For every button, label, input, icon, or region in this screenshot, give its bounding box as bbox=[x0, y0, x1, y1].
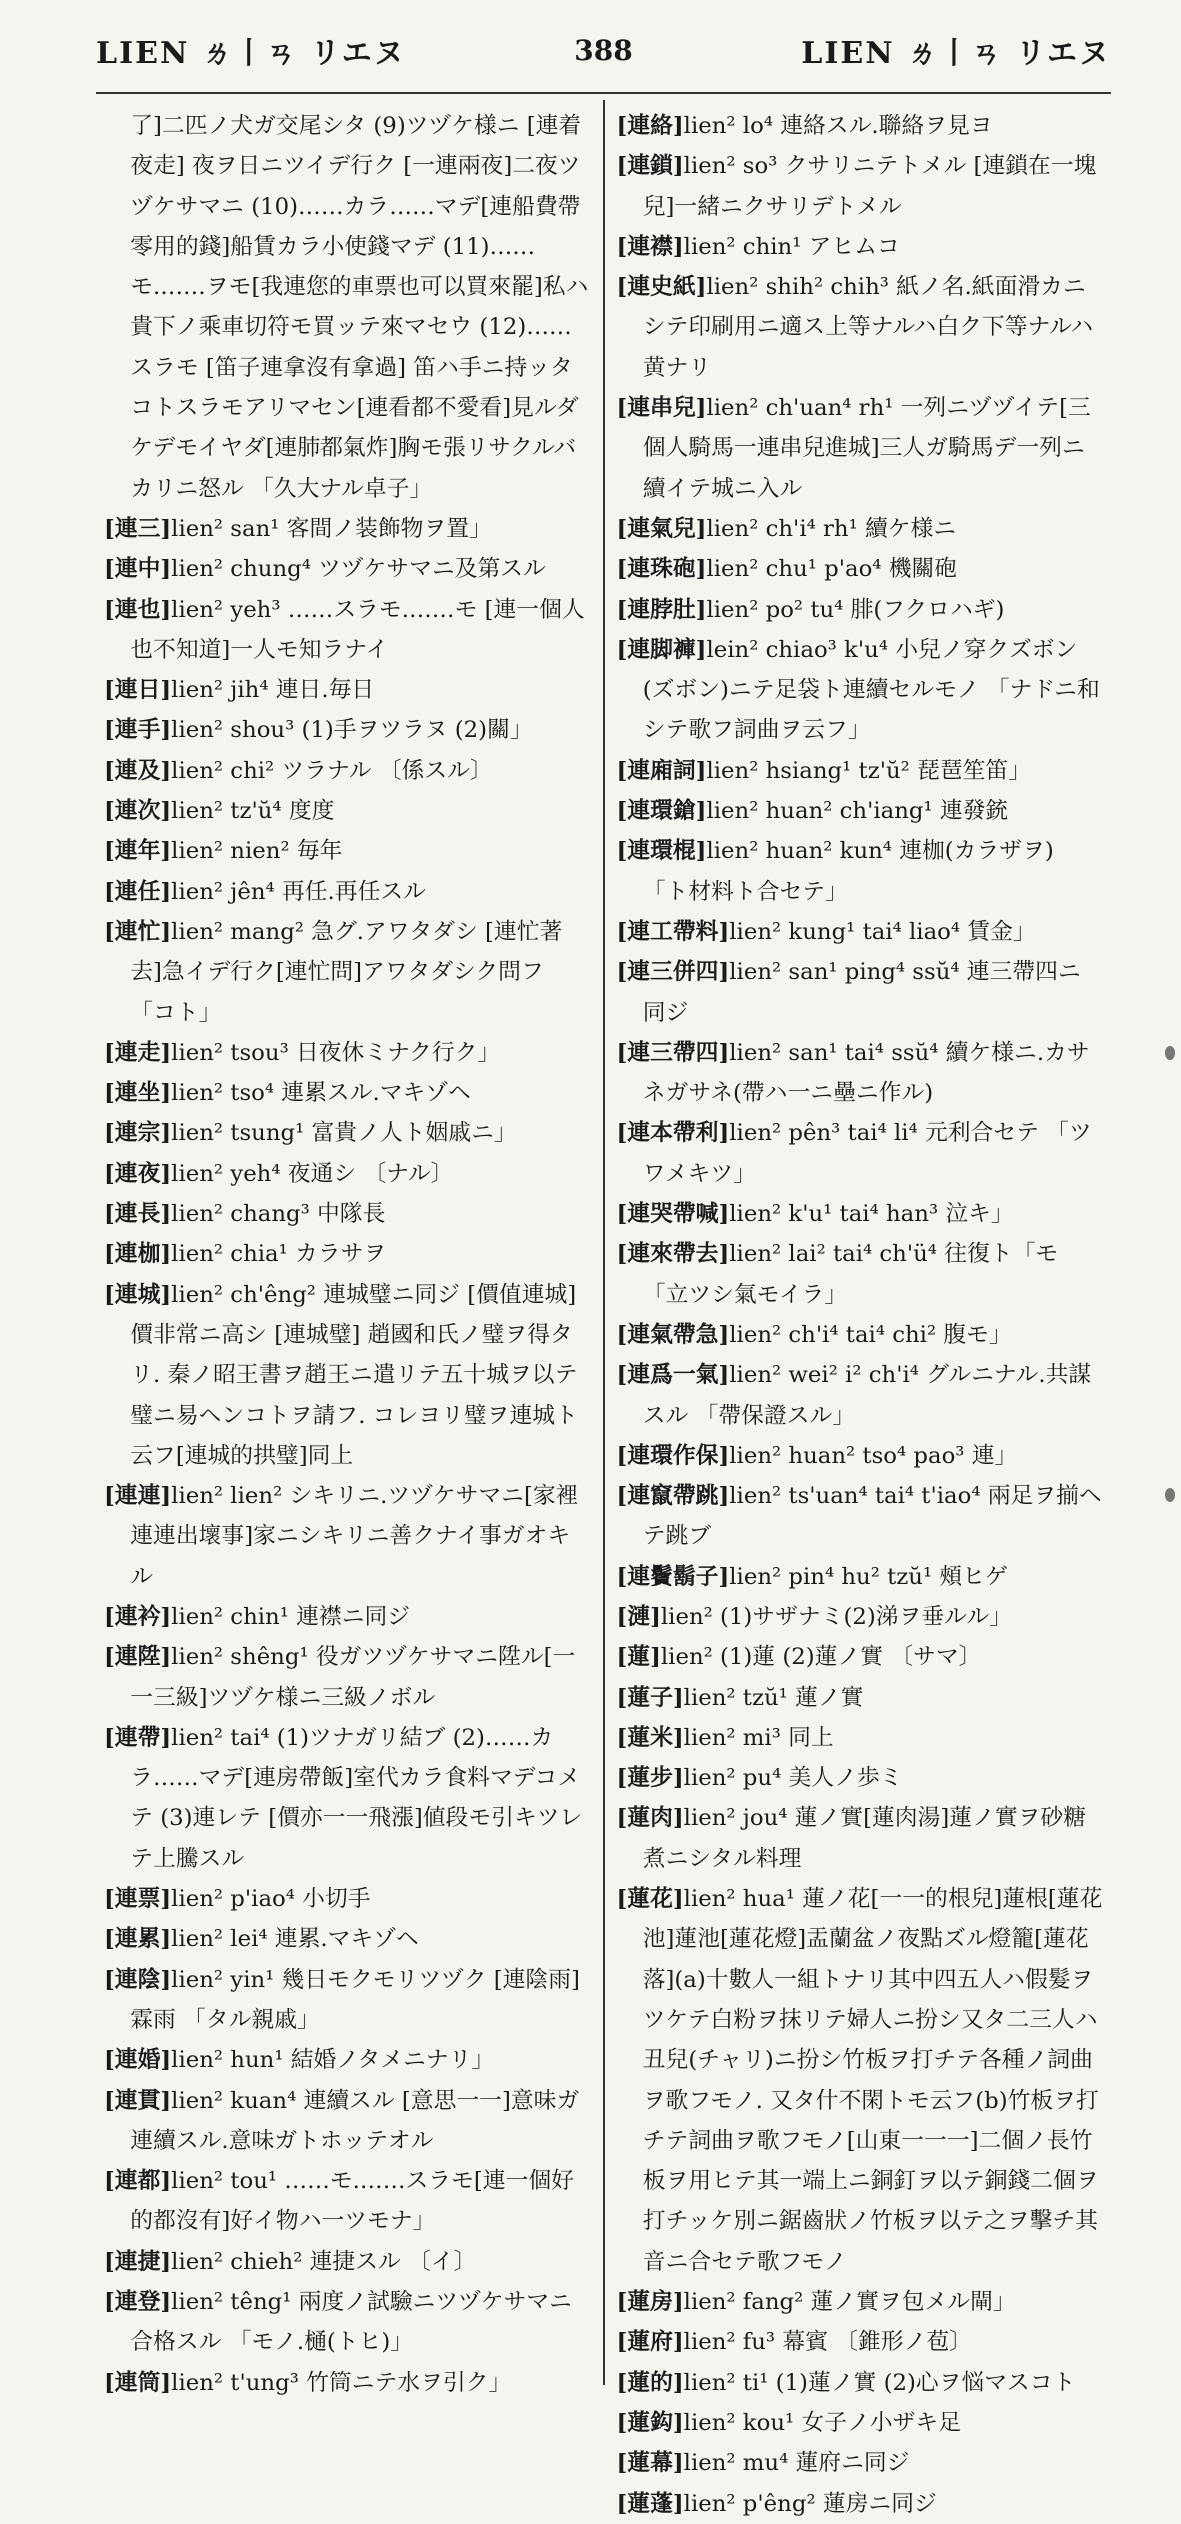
entry-definition: lien² so³ クサリニテトメル [連鎖在一塊兒]一緒ニクサリデトメル bbox=[642, 153, 1097, 220]
entry-headword: [蓮府] bbox=[616, 2329, 684, 2356]
entry-definition: lien² chieh² 連捷スル 〔イ〕 bbox=[171, 2248, 477, 2275]
entry-headword: [連都] bbox=[104, 2168, 172, 2195]
entry-headword: [連環鎗] bbox=[616, 798, 707, 825]
dictionary-entry bbox=[617, 1678, 1104, 1718]
dictionary-entry bbox=[104, 1597, 591, 1637]
dictionary-entry bbox=[617, 2282, 1104, 2322]
entry-definition: lien² lien² シキリニ.ツヅケサマニ[家裡連連出壞事]家ニシキリニ善クナイ事ガオキル bbox=[130, 1483, 579, 1590]
dictionary-entry bbox=[104, 1033, 591, 1073]
dictionary-entry bbox=[104, 872, 591, 912]
margin-speck bbox=[1165, 1046, 1175, 1060]
entry-headword: [連貫] bbox=[104, 2087, 172, 2114]
entry-headword: [蓮米] bbox=[616, 1724, 684, 1751]
entry-headword: [連哭帶喊] bbox=[616, 1201, 730, 1228]
entry-headword: [連走] bbox=[104, 1039, 172, 1066]
dictionary-entry bbox=[104, 2161, 591, 2242]
entry-definition: lien² mi³ 同上 bbox=[683, 1724, 834, 1751]
dictionary-entry bbox=[104, 670, 591, 710]
dictionary-entry bbox=[617, 227, 1104, 267]
entry-headword: [連竄帶跳] bbox=[616, 1483, 730, 1510]
dictionary-entry bbox=[104, 1718, 591, 1879]
dictionary-entry bbox=[617, 630, 1104, 751]
entry-headword: [連枷] bbox=[104, 1241, 172, 1268]
dictionary-entry bbox=[104, 1476, 591, 1597]
page-header bbox=[96, 18, 1111, 82]
entry-headword: [連坐] bbox=[104, 1080, 172, 1107]
dictionary-entry bbox=[104, 1919, 591, 1959]
entry-headword: [連鎖] bbox=[616, 153, 684, 180]
dictionary-entry bbox=[617, 1315, 1104, 1355]
dictionary-entry bbox=[617, 1798, 1104, 1879]
dictionary-body bbox=[96, 100, 1111, 2517]
entry-headword: [連日] bbox=[104, 677, 172, 704]
entry-headword: [連及] bbox=[104, 757, 172, 784]
entry-headword: [連登] bbox=[104, 2289, 172, 2316]
entry-headword: [連串兒] bbox=[616, 395, 707, 422]
entry-headword: [連夜] bbox=[104, 1160, 172, 1187]
entry-headword: [連史紙] bbox=[616, 274, 707, 301]
entry-definition: lien² san¹ tai⁴ ssŭ⁴ 續ケ様ニ.カサネガサネ(帶ハ一ニ壘ニ作ル) bbox=[642, 1039, 1090, 1107]
dictionary-entry bbox=[617, 1033, 1104, 1114]
dictionary-entry bbox=[617, 2443, 1104, 2483]
entry-definition: 了]二匹ノ犬ガ交尾シタ (9)ツヅケ様ニ [連着夜走] 夜ヲ日ニツイデ行ク [一連兩夜]二夜ツヅケサマニ (10)……カラ……マデ[連船費帶零用的錢]船賃カラ小使錢マデ (11)……モ.……ヲモ[我連您的車票也可以買來罷]私ハ貴下ノ乘車切符モ買ッテ來マセウ (12)……スラモ [笛子連拿沒有拿過] 笛ハ手ニ持ッタコトスラモアリマセン[連看都不愛看]見ルダケデモイヤダ[連肺都氣炸]胸モ張リサクルバカリニ怒ル 「久大ナル卓子」 bbox=[130, 113, 589, 502]
entry-headword: [連婚] bbox=[104, 2047, 172, 2074]
dictionary-entry bbox=[104, 2081, 591, 2162]
entry-headword: [連爲一氣] bbox=[616, 1362, 730, 1389]
entry-definition: lien² lei⁴ 連累.マキゾヘ bbox=[171, 1926, 419, 1953]
dictionary-entry bbox=[617, 267, 1104, 388]
entry-definition: lien² san¹ ping⁴ ssŭ⁴ 連三帶四ニ同ジ bbox=[642, 959, 1081, 1026]
entry-definition: lien² shêng¹ 役ガツヅケサマニ陞ル[一一三級]ツヅケ様ニ三級ノボル bbox=[130, 1644, 576, 1711]
entry-headword: [連陞] bbox=[104, 1644, 172, 1671]
page-number: 388 bbox=[574, 33, 633, 67]
entry-headword: [連累] bbox=[104, 1926, 172, 1953]
dictionary-entry bbox=[617, 751, 1104, 791]
entry-headword: [連次] bbox=[104, 798, 172, 825]
entry-headword: [蓮步] bbox=[616, 1765, 684, 1792]
entry-definition: lien² jih⁴ 連日.毎日 bbox=[171, 677, 375, 704]
dictionary-entry bbox=[617, 1758, 1104, 1798]
entry-definition: lien² hua¹ 蓮ノ花[一一的根兒]蓮根[蓮花池]蓮池[蓮花燈]盂蘭盆ノ夜點ズル燈籠[蓮花落](a)十數人一組トナリ其中四五人ハ假髮ヲツケテ白粉ヲ抹リテ婦人ニ扮シ又タ二三人ハ丑兒(チャリ)ニ扮シ竹板ヲ打チテ各種ノ詞曲ヲ歌フモノ. 又タ什不閑トモ云フ(b)竹板ヲ打チテ詞曲ヲ歌フモノ[山東一一一]二個ノ長竹板ヲ用ヒテ其一端上ニ銅釘ヲ以テ銅錢二個ヲ打チッケ別ニ鋸齒狀ノ竹板ヲ以テ之ヲ擊チ其音ニ合セテ歌フモノ bbox=[642, 1886, 1103, 2275]
dictionary-entry bbox=[104, 1194, 591, 1234]
dictionary-entry bbox=[104, 710, 591, 750]
entry-headword: [連脖肚] bbox=[616, 596, 707, 623]
entry-definition: lien² fang² 蓮ノ實ヲ包メル閘」 bbox=[683, 2289, 1016, 2316]
dictionary-entry bbox=[617, 2363, 1104, 2403]
entry-headword: [連陰] bbox=[104, 1966, 172, 1993]
entry-definition: lien² yeh⁴ 夜通シ 〔ナル〕 bbox=[171, 1160, 454, 1187]
dictionary-entry bbox=[104, 1879, 591, 1919]
entry-headword: [連筒] bbox=[104, 2369, 172, 2396]
dictionary-entry bbox=[104, 1234, 591, 1274]
entry-headword: [蓮房] bbox=[616, 2289, 684, 2316]
entry-headword: [連三] bbox=[104, 515, 172, 542]
entry-headword: [連也] bbox=[104, 596, 172, 623]
entry-definition: lien² lo⁴ 連絡スル.聯絡ヲ見ヨ bbox=[683, 113, 993, 139]
dictionary-entry bbox=[617, 831, 1104, 912]
dictionary-entry bbox=[617, 1436, 1104, 1476]
dictionary-entry bbox=[617, 2322, 1104, 2362]
entry-headword: [連宗] bbox=[104, 1120, 172, 1147]
entry-headword: [連中] bbox=[104, 556, 172, 583]
dictionary-entry bbox=[617, 1718, 1104, 1758]
dictionary-entry bbox=[104, 2242, 591, 2282]
entry-headword: [連三帶四] bbox=[616, 1039, 730, 1066]
entry-headword: [連環作保] bbox=[616, 1442, 730, 1469]
dictionary-entry bbox=[104, 509, 591, 549]
entry-definition: lein² chiao³ k'u⁴ 小兒ノ穿クズボン(ズボン)ニテ足袋ト連續セルモノ 「ナドニ和シテ歌フ詞曲ヲ云フ」 bbox=[642, 636, 1100, 744]
entry-definition: lien² hun¹ 結婚ノタメニナリ」 bbox=[171, 2047, 495, 2074]
entry-headword: [連城] bbox=[104, 1281, 172, 1308]
dictionary-entry bbox=[617, 146, 1104, 227]
entry-definition: lien² chang³ 中隊長 bbox=[171, 1201, 386, 1228]
dictionary-entry bbox=[104, 1113, 591, 1153]
entry-headword: [連年] bbox=[104, 838, 172, 865]
entry-headword: [連脚褲] bbox=[616, 636, 707, 663]
entry-definition: lien² ti¹ (1)蓮ノ實 (2)心ヲ悩マスコト bbox=[683, 2369, 1076, 2396]
entry-definition: lien² ch'uan⁴ rh¹ 一列ニヅヅイテ[三個人騎馬一連串兒進城]三人ガ騎馬デ一列ニ續イテ城ニ入ル bbox=[642, 395, 1091, 502]
entry-headword: [連環棍] bbox=[616, 838, 707, 865]
entry-definition: lien² san¹ 客間ノ装飾物ヲ置」 bbox=[171, 515, 492, 542]
entry-definition: lien² tzŭ¹ 蓮ノ實 bbox=[683, 1684, 864, 1711]
entry-definition: lien² fu³ 幕賓 〔錐形ノ苞〕 bbox=[683, 2329, 972, 2356]
dictionary-entry bbox=[617, 791, 1104, 831]
margin-speck bbox=[1165, 1488, 1175, 1502]
entry-definition: lien² pu⁴ 美人ノ歩ミ bbox=[683, 1765, 903, 1792]
entry-headword: [蓮子] bbox=[616, 1684, 684, 1711]
entry-definition: lien² yin¹ 幾日モクモリツヅク [連陰雨]霖雨 「タル親戚」 bbox=[130, 1966, 580, 2033]
entry-headword: [連絡] bbox=[616, 113, 684, 139]
dictionary-entry bbox=[617, 2484, 1104, 2524]
entry-definition: lien² ch'i⁴ tai⁴ chi² 腹モ」 bbox=[729, 1321, 1012, 1348]
entry-definition: lien² yeh³ ……スラモ.……モ [連一個人也不知道]一人モ知ラナイ bbox=[130, 596, 585, 663]
entry-definition: lien² mu⁴ 蓮府ニ同ジ bbox=[683, 2450, 910, 2477]
dictionary-entry bbox=[104, 1275, 591, 1476]
entry-definition: lien² tso⁴ 連累スル.マキゾヘ bbox=[171, 1080, 471, 1107]
right-column bbox=[605, 100, 1112, 2517]
entry-definition: lien² tz'ŭ⁴ 度度 bbox=[171, 798, 335, 825]
entry-definition: lien² p'êng² 蓮房ニ同ジ bbox=[683, 2490, 937, 2517]
entry-definition: lien² mang² 急グ.アワタダシ [連忙著去]急イデ行ク[連忙問]アワタダシク問フ 「コト」 bbox=[130, 918, 563, 1026]
header-rule bbox=[96, 92, 1111, 94]
entry-definition: lien² tsou³ 日夜休ミナク行ク」 bbox=[171, 1039, 501, 1066]
entry-definition: lien² (1)蓮 (2)蓮ノ實 〔サマ〕 bbox=[660, 1644, 982, 1671]
entry-headword: [漣] bbox=[616, 1603, 661, 1630]
entry-headword: [蓮花] bbox=[616, 1886, 684, 1913]
entry-headword: [連票] bbox=[104, 1886, 172, 1913]
entry-definition: lien² pin⁴ hu² tzŭ¹ 頰ヒゲ bbox=[729, 1563, 1008, 1590]
entry-definition: lien² shih² chih³ 紙ノ名.紙面滑カニシテ印刷用ニ適ス上等ナルハ白ク下等ナルハ黄ナリ bbox=[642, 274, 1094, 381]
dictionary-entry bbox=[104, 2040, 591, 2080]
dictionary-entry bbox=[617, 590, 1104, 630]
dictionary-entry bbox=[617, 1355, 1104, 1436]
entry-definition: lien² lai² tai⁴ ch'ü⁴ 往復ト「モ 「立ツシ氣モイラ」 bbox=[642, 1241, 1059, 1308]
entry-definition: lien² shou³ (1)手ヲツラヌ (2)關」 bbox=[171, 717, 533, 744]
entry-definition: lien² ch'êng² 連城璧ニ同ジ [價值連城]價非常ニ高シ [連城璧] 趙國和氏ノ璧ヲ得タリ. 秦ノ昭王書ヲ趙王ニ遣リテ五十城ヲ以テ璧ニ易ヘンコトヲ請フ. コレヨリ璧ヲ連城ト云フ[連城的拱璧]同上 bbox=[130, 1281, 578, 1469]
dictionary-entry bbox=[104, 791, 591, 831]
dictionary-entry bbox=[104, 1154, 591, 1194]
dictionary-entry bbox=[617, 952, 1104, 1033]
dictionary-entry bbox=[617, 2403, 1104, 2443]
entry-headword: [蓮鈎] bbox=[616, 2409, 684, 2436]
dictionary-entry bbox=[617, 1194, 1104, 1234]
dictionary-entry bbox=[104, 2363, 591, 2403]
entry-headword: [連來帶去] bbox=[616, 1241, 730, 1268]
dictionary-entry bbox=[104, 1960, 591, 2041]
left-column bbox=[96, 100, 605, 2396]
entry-definition: lien² tai⁴ (1)ツナガリ結ブ (2)……カラ……マデ[連房帶飯]室代カラ食料マデコメテ (3)連レテ [價亦一一飛漲]値段モ引キツレテ上騰スル bbox=[130, 1724, 583, 1872]
entry-definition: lien² hsiang¹ tz'ŭ² 琵琶笙笛」 bbox=[706, 757, 1032, 784]
dictionary-entry bbox=[104, 831, 591, 871]
entry-definition: lien² jou⁴ 蓮ノ實[蓮肉湯]蓮ノ實ヲ砂糖煮ニシタル料理 bbox=[642, 1805, 1087, 1872]
entry-headword: [連衿] bbox=[104, 1603, 172, 1630]
entry-definition: lien² tsung¹ 富貴ノ人ト姻戚ニ」 bbox=[171, 1120, 517, 1147]
dictionary-entry bbox=[617, 106, 1104, 146]
entry-headword: [連手] bbox=[104, 717, 172, 744]
entry-definition: lien² têng¹ 兩度ノ試驗ニツヅケサマニ合格スル 「モノ.樋(トヒ)」 bbox=[130, 2289, 572, 2356]
entry-headword: [連帶] bbox=[104, 1724, 172, 1751]
entry-definition: lien² kuan⁴ 連續スル [意思一一]意味ガ連續スル.意味ガトホッテオル bbox=[130, 2087, 580, 2154]
entry-definition: lien² po² tu⁴ 腓(フクロハギ) bbox=[706, 596, 1005, 623]
entry-definition: lien² ch'i⁴ rh¹ 續ケ様ニ bbox=[706, 515, 957, 542]
dictionary-entry bbox=[104, 1073, 591, 1113]
entry-headword: [蓮蓬] bbox=[616, 2490, 684, 2517]
dictionary-entry bbox=[104, 912, 591, 1033]
entry-definition: lien² k'u¹ tai⁴ han³ 泣キ」 bbox=[729, 1201, 1014, 1228]
entry-headword: [連捷] bbox=[104, 2248, 172, 2275]
dictionary-entry bbox=[104, 2282, 591, 2363]
dictionary-entry bbox=[617, 1879, 1104, 2282]
entry-headword: [連長] bbox=[104, 1201, 172, 1228]
entry-headword: [連氣帶急] bbox=[616, 1321, 730, 1348]
entry-definition: lien² chu¹ p'ao⁴ 機關砲 bbox=[706, 556, 958, 583]
dictionary-entry bbox=[104, 590, 591, 671]
dictionary-entry bbox=[617, 1637, 1104, 1677]
entry-definition: lien² jên⁴ 再任.再任スル bbox=[171, 878, 426, 905]
dictionary-entry bbox=[104, 106, 591, 509]
entry-definition: lien² chia¹ カラサヲ bbox=[171, 1241, 387, 1268]
entry-definition: lien² tou¹ ……モ.……スラモ[連一個好的都沒有]好イ物ハ一ツモナ」 bbox=[130, 2168, 574, 2235]
entry-headword: [蓮的] bbox=[616, 2369, 684, 2396]
entry-definition: lien² p'iao⁴ 小切手 bbox=[171, 1886, 371, 1913]
entry-definition: lien² t'ung³ 竹筒ニテ水ヲ引ク」 bbox=[171, 2369, 512, 2396]
entry-definition: lien² kung¹ tai⁴ liao⁴ 賃金」 bbox=[729, 918, 1036, 945]
dictionary-entry bbox=[104, 549, 591, 589]
entry-headword: [連珠砲] bbox=[616, 556, 707, 583]
entry-definition: lien² kou¹ 女子ノ小ザキ足 bbox=[683, 2409, 961, 2436]
dictionary-entry bbox=[104, 1637, 591, 1718]
entry-headword: [連本帶利] bbox=[616, 1120, 730, 1147]
entry-headword: [連任] bbox=[104, 878, 172, 905]
entry-headword: [連氣兒] bbox=[616, 515, 707, 542]
entry-headword: [連工帶料] bbox=[616, 918, 730, 945]
entry-headword: [蓮幕] bbox=[616, 2450, 684, 2477]
entry-definition: lien² huan² kun⁴ 連枷(カラザヲ) 「ト材料ト合セテ」 bbox=[642, 838, 1054, 905]
entry-headword: [連襟] bbox=[616, 233, 684, 260]
entry-definition: lien² chi² ツラナル 〔係スル〕 bbox=[171, 757, 493, 784]
entry-definition: lien² ts'uan⁴ tai⁴ t'iao⁴ 兩足ヲ揃ヘテ跳ブ bbox=[642, 1483, 1102, 1550]
dictionary-entry bbox=[617, 1234, 1104, 1315]
entry-headword: [連連] bbox=[104, 1483, 172, 1510]
dictionary-entry bbox=[617, 1113, 1104, 1194]
entry-headword: [蓮] bbox=[616, 1644, 661, 1671]
entry-definition: lien² pên³ tai⁴ li⁴ 元利合セテ 「ツワメキツ」 bbox=[642, 1120, 1092, 1187]
dictionary-entry bbox=[617, 1557, 1104, 1597]
dictionary-entry bbox=[617, 388, 1104, 509]
entry-definition: lien² chin¹ アヒムコ bbox=[683, 233, 900, 260]
entry-definition: lien² (1)サザナミ(2)涕ヲ垂ルル」 bbox=[660, 1603, 1012, 1630]
entry-definition: lien² chin¹ 連襟ニ同ジ bbox=[171, 1603, 411, 1630]
entry-headword: [連廂詞] bbox=[616, 757, 707, 784]
entry-definition: lien² chung⁴ ツヅケサマニ及第スル bbox=[171, 556, 546, 583]
entry-headword: [連忙] bbox=[104, 918, 172, 945]
entry-headword: [連鬢鬍子] bbox=[616, 1563, 730, 1590]
entry-headword: [連三併四] bbox=[616, 959, 730, 986]
dictionary-entry bbox=[617, 912, 1104, 952]
dictionary-entry bbox=[617, 549, 1104, 589]
entry-headword: [蓮肉] bbox=[616, 1805, 684, 1832]
entry-definition: lien² huan² tso⁴ pao³ 連」 bbox=[729, 1442, 1018, 1469]
dictionary-entry bbox=[617, 509, 1104, 549]
dictionary-entry bbox=[617, 1476, 1104, 1557]
dictionary-entry bbox=[617, 1597, 1104, 1637]
entry-definition: lien² huan² ch'iang¹ 連發銃 bbox=[706, 798, 1009, 825]
entry-definition: lien² wei² i² ch'i⁴ グルニナル.共謀スル 「帶保證スル」 bbox=[642, 1362, 1092, 1429]
entry-definition: lien² nien² 毎年 bbox=[171, 838, 343, 865]
header-right-guide: LIEN ㄌ丨ㄢ リエヌ bbox=[801, 36, 1111, 71]
dictionary-entry bbox=[104, 751, 591, 791]
header-left-guide: LIEN ㄌ丨ㄢ リエヌ bbox=[96, 36, 406, 71]
